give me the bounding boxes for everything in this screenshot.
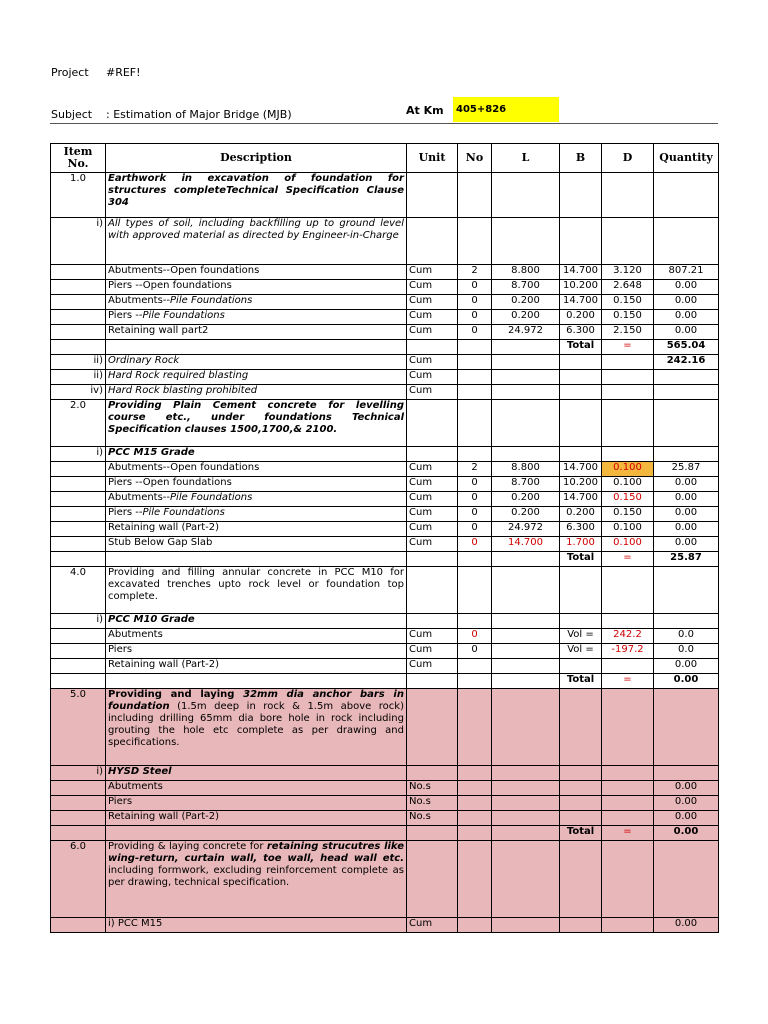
- quantity: 0.00: [654, 477, 719, 492]
- col-no: No: [458, 144, 492, 173]
- description: PCC M10 Grade: [106, 614, 407, 629]
- no: 0: [458, 295, 492, 310]
- unit: Cum: [407, 462, 458, 477]
- item-no: iv): [51, 385, 106, 400]
- length: 0.200: [492, 492, 560, 507]
- unit: Cum: [407, 644, 458, 659]
- volume: 242.2: [602, 629, 654, 644]
- table-row: [51, 265, 719, 280]
- description: Abutments: [106, 629, 407, 644]
- quantity: 0.00: [654, 537, 719, 552]
- item-no: 1.0: [51, 173, 106, 218]
- table-row: [51, 659, 719, 674]
- description: All types of soil, including backfilling up to ground level with approved material as directed by Engineer-in-Charge: [106, 218, 407, 265]
- table-row: [51, 522, 719, 537]
- item-no: i): [51, 447, 106, 462]
- length: 24.972: [492, 522, 560, 537]
- col-b: B: [560, 144, 602, 173]
- no: 0: [458, 522, 492, 537]
- unit: Cum: [407, 659, 458, 674]
- quantity: 0.00: [654, 522, 719, 537]
- no: 0: [458, 310, 492, 325]
- header-row: [51, 144, 719, 173]
- unit: Cum: [407, 295, 458, 310]
- no: 0: [458, 492, 492, 507]
- item-no: i): [51, 766, 106, 781]
- breadth: 14.700: [560, 492, 602, 507]
- item-no: 6.0: [51, 841, 106, 918]
- table-row: [51, 644, 719, 659]
- unit: Cum: [407, 385, 458, 400]
- quantity: 0.00: [654, 796, 719, 811]
- breadth: 10.200: [560, 477, 602, 492]
- item-no: 5.0: [51, 689, 106, 766]
- length: 14.700: [492, 537, 560, 552]
- description: Piers --Open foundations: [106, 477, 407, 492]
- breadth: 1.700: [560, 537, 602, 552]
- description: Hard Rock required blasting: [106, 370, 407, 385]
- breadth: 14.700: [560, 295, 602, 310]
- unit: No.s: [407, 781, 458, 796]
- description: Piers --Open foundations: [106, 280, 407, 295]
- total-row: [51, 674, 719, 689]
- total-quantity: 0.00: [654, 826, 719, 841]
- quantity: 0.00: [654, 295, 719, 310]
- no: 2: [458, 462, 492, 477]
- length: 8.800: [492, 265, 560, 280]
- total-row: [51, 826, 719, 841]
- table-row: [51, 370, 719, 385]
- description: PCC M15 Grade: [106, 447, 407, 462]
- quantity: 0.0: [654, 629, 719, 644]
- quantity: 0.00: [654, 507, 719, 522]
- description: Stub Below Gap Slab: [106, 537, 407, 552]
- item-no: 4.0: [51, 567, 106, 614]
- length: 0.200: [492, 310, 560, 325]
- vol-label: Vol =: [560, 644, 602, 659]
- col-quantity: Quantity: [654, 144, 719, 173]
- total-row: [51, 340, 719, 355]
- vol-label: Vol =: [560, 629, 602, 644]
- table-row: [51, 781, 719, 796]
- no: 0: [458, 629, 492, 644]
- quantity: 25.87: [654, 462, 719, 477]
- table-row: [51, 766, 719, 781]
- description: Retaining wall part2: [106, 325, 407, 340]
- unit: Cum: [407, 325, 458, 340]
- description: Providing and filling annular concrete in PCC M10 for excavated trenches upto rock level or foundation top complete.: [106, 567, 407, 614]
- description: Earthwork in excavation of foundation for structures completeTechnical Specification Clause 304: [106, 173, 407, 218]
- description: Piers --Pile Foundations: [106, 310, 407, 325]
- quantity: 0.00: [654, 918, 719, 933]
- depth: 0.150: [602, 507, 654, 522]
- item-no: 2.0: [51, 400, 106, 447]
- length: 24.972: [492, 325, 560, 340]
- total-row: [51, 552, 719, 567]
- description: Ordinary Rock: [106, 355, 407, 370]
- unit: Cum: [407, 265, 458, 280]
- description: Providing and laying 32mm dia anchor bars in foundation (1.5m deep in rock & 1.5m above rock) including drilling 65mm dia bore hole in rock including grouting the hole etc complete as per drawing and specifications.: [106, 689, 407, 766]
- description: Abutments--Open foundations: [106, 462, 407, 477]
- total-equals: =: [602, 826, 654, 841]
- quantity: 0.00: [654, 781, 719, 796]
- col-item-no: Item No.: [51, 144, 106, 173]
- description: Retaining wall (Part-2): [106, 811, 407, 826]
- description: Abutments--Pile Foundations: [106, 492, 407, 507]
- total-equals: =: [602, 674, 654, 689]
- table-row: [51, 310, 719, 325]
- unit: Cum: [407, 629, 458, 644]
- depth: 3.120: [602, 265, 654, 280]
- description: Piers: [106, 796, 407, 811]
- table-row: [51, 796, 719, 811]
- description: HYSD Steel: [106, 766, 407, 781]
- quantity: 0.00: [654, 280, 719, 295]
- breadth: 14.700: [560, 462, 602, 477]
- item-no: ii): [51, 370, 106, 385]
- breadth: 14.700: [560, 265, 602, 280]
- unit: Cum: [407, 280, 458, 295]
- depth: 0.100: [602, 537, 654, 552]
- unit: Cum: [407, 355, 458, 370]
- no: 0: [458, 507, 492, 522]
- quantity: 0.00: [654, 659, 719, 674]
- unit: Cum: [407, 492, 458, 507]
- table-row: [51, 173, 719, 218]
- total-quantity: 25.87: [654, 552, 719, 567]
- unit: Cum: [407, 507, 458, 522]
- description: Abutments--Open foundations: [106, 265, 407, 280]
- length: 0.200: [492, 295, 560, 310]
- breadth: 0.200: [560, 310, 602, 325]
- breadth: 10.200: [560, 280, 602, 295]
- col-description: Description: [106, 144, 407, 173]
- description: Retaining wall (Part-2): [106, 659, 407, 674]
- table-row: [51, 295, 719, 310]
- table-row: [51, 567, 719, 614]
- no: 0: [458, 280, 492, 295]
- total-quantity: 0.00: [654, 674, 719, 689]
- quantity: 0.00: [654, 325, 719, 340]
- length: 8.700: [492, 477, 560, 492]
- depth: 0.150: [602, 295, 654, 310]
- description: Piers --Pile Foundations: [106, 507, 407, 522]
- table-row: [51, 477, 719, 492]
- total-equals: =: [602, 340, 654, 355]
- unit: No.s: [407, 796, 458, 811]
- unit: Cum: [407, 310, 458, 325]
- item-no: i): [51, 218, 106, 265]
- col-unit: Unit: [407, 144, 458, 173]
- table-row: [51, 462, 719, 477]
- project-value: #REF!: [106, 66, 141, 79]
- breadth: 0.200: [560, 507, 602, 522]
- unit: Cum: [407, 537, 458, 552]
- depth: 0.150: [602, 310, 654, 325]
- depth: 0.100: [602, 462, 654, 477]
- unit: Cum: [407, 522, 458, 537]
- length: 8.700: [492, 280, 560, 295]
- table-row: [51, 355, 719, 370]
- table-row: [51, 537, 719, 552]
- table-row: [51, 811, 719, 826]
- description: Retaining wall (Part-2): [106, 522, 407, 537]
- quantity: 0.00: [654, 310, 719, 325]
- quantity: 0.00: [654, 811, 719, 826]
- depth: 0.150: [602, 492, 654, 507]
- breadth: 6.300: [560, 325, 602, 340]
- breadth: 6.300: [560, 522, 602, 537]
- depth: 2.150: [602, 325, 654, 340]
- total-label: Total: [560, 340, 602, 355]
- col-l: L: [492, 144, 560, 173]
- table-row: [51, 614, 719, 629]
- description: Hard Rock blasting prohibited: [106, 385, 407, 400]
- unit: Cum: [407, 918, 458, 933]
- table-row: [51, 918, 719, 933]
- quantity: 0.0: [654, 644, 719, 659]
- no: 0: [458, 477, 492, 492]
- description: i) PCC M15: [106, 918, 407, 933]
- description: Providing & laying concrete for retaining strucutres like wing-return, curtain wall, toe wall, head wall etc. including formwork, excluding reinforcement complete as per drawing, technical specification.: [106, 841, 407, 918]
- unit: No.s: [407, 811, 458, 826]
- total-label: Total: [560, 826, 602, 841]
- unit: Cum: [407, 370, 458, 385]
- item-no: ii): [51, 355, 106, 370]
- subject-value: : Estimation of Major Bridge (MJB): [106, 108, 292, 121]
- depth: 2.648: [602, 280, 654, 295]
- length: 8.800: [492, 462, 560, 477]
- description: Providing Plain Cement concrete for levelling course etc., under foundations Technical Specification clauses 1500,1700,& 2100.: [106, 400, 407, 447]
- table-row: [51, 280, 719, 295]
- atkm-value: 405+826: [453, 97, 559, 122]
- table-row: [51, 507, 719, 522]
- description: Abutments--Pile Foundations: [106, 295, 407, 310]
- table-row: [51, 689, 719, 766]
- total-label: Total: [560, 552, 602, 567]
- table-row: [51, 447, 719, 462]
- item-no: i): [51, 614, 106, 629]
- total-quantity: 565.04: [654, 340, 719, 355]
- depth: 0.100: [602, 477, 654, 492]
- volume: -197.2: [602, 644, 654, 659]
- col-d: D: [602, 144, 654, 173]
- table-row: [51, 492, 719, 507]
- atkm-label: At Km: [406, 104, 444, 117]
- table-row: [51, 841, 719, 918]
- table-row: [51, 325, 719, 340]
- description: Abutments: [106, 781, 407, 796]
- table-row: [51, 218, 719, 265]
- quantity: 242.16: [654, 355, 719, 370]
- no: 0: [458, 537, 492, 552]
- no: 0: [458, 644, 492, 659]
- estimate-table: [50, 143, 719, 933]
- quantity: 0.00: [654, 492, 719, 507]
- no: 0: [458, 325, 492, 340]
- total-label: Total: [560, 674, 602, 689]
- subject-label: Subject: [51, 108, 93, 121]
- table-row: [51, 629, 719, 644]
- header-rule: [50, 123, 718, 124]
- table-row: [51, 400, 719, 447]
- no: 2: [458, 265, 492, 280]
- total-equals: =: [602, 552, 654, 567]
- length: 0.200: [492, 507, 560, 522]
- description: Piers: [106, 644, 407, 659]
- quantity: 807.21: [654, 265, 719, 280]
- unit: Cum: [407, 477, 458, 492]
- table-row: [51, 385, 719, 400]
- depth: 0.100: [602, 522, 654, 537]
- project-label: Project: [51, 66, 89, 79]
